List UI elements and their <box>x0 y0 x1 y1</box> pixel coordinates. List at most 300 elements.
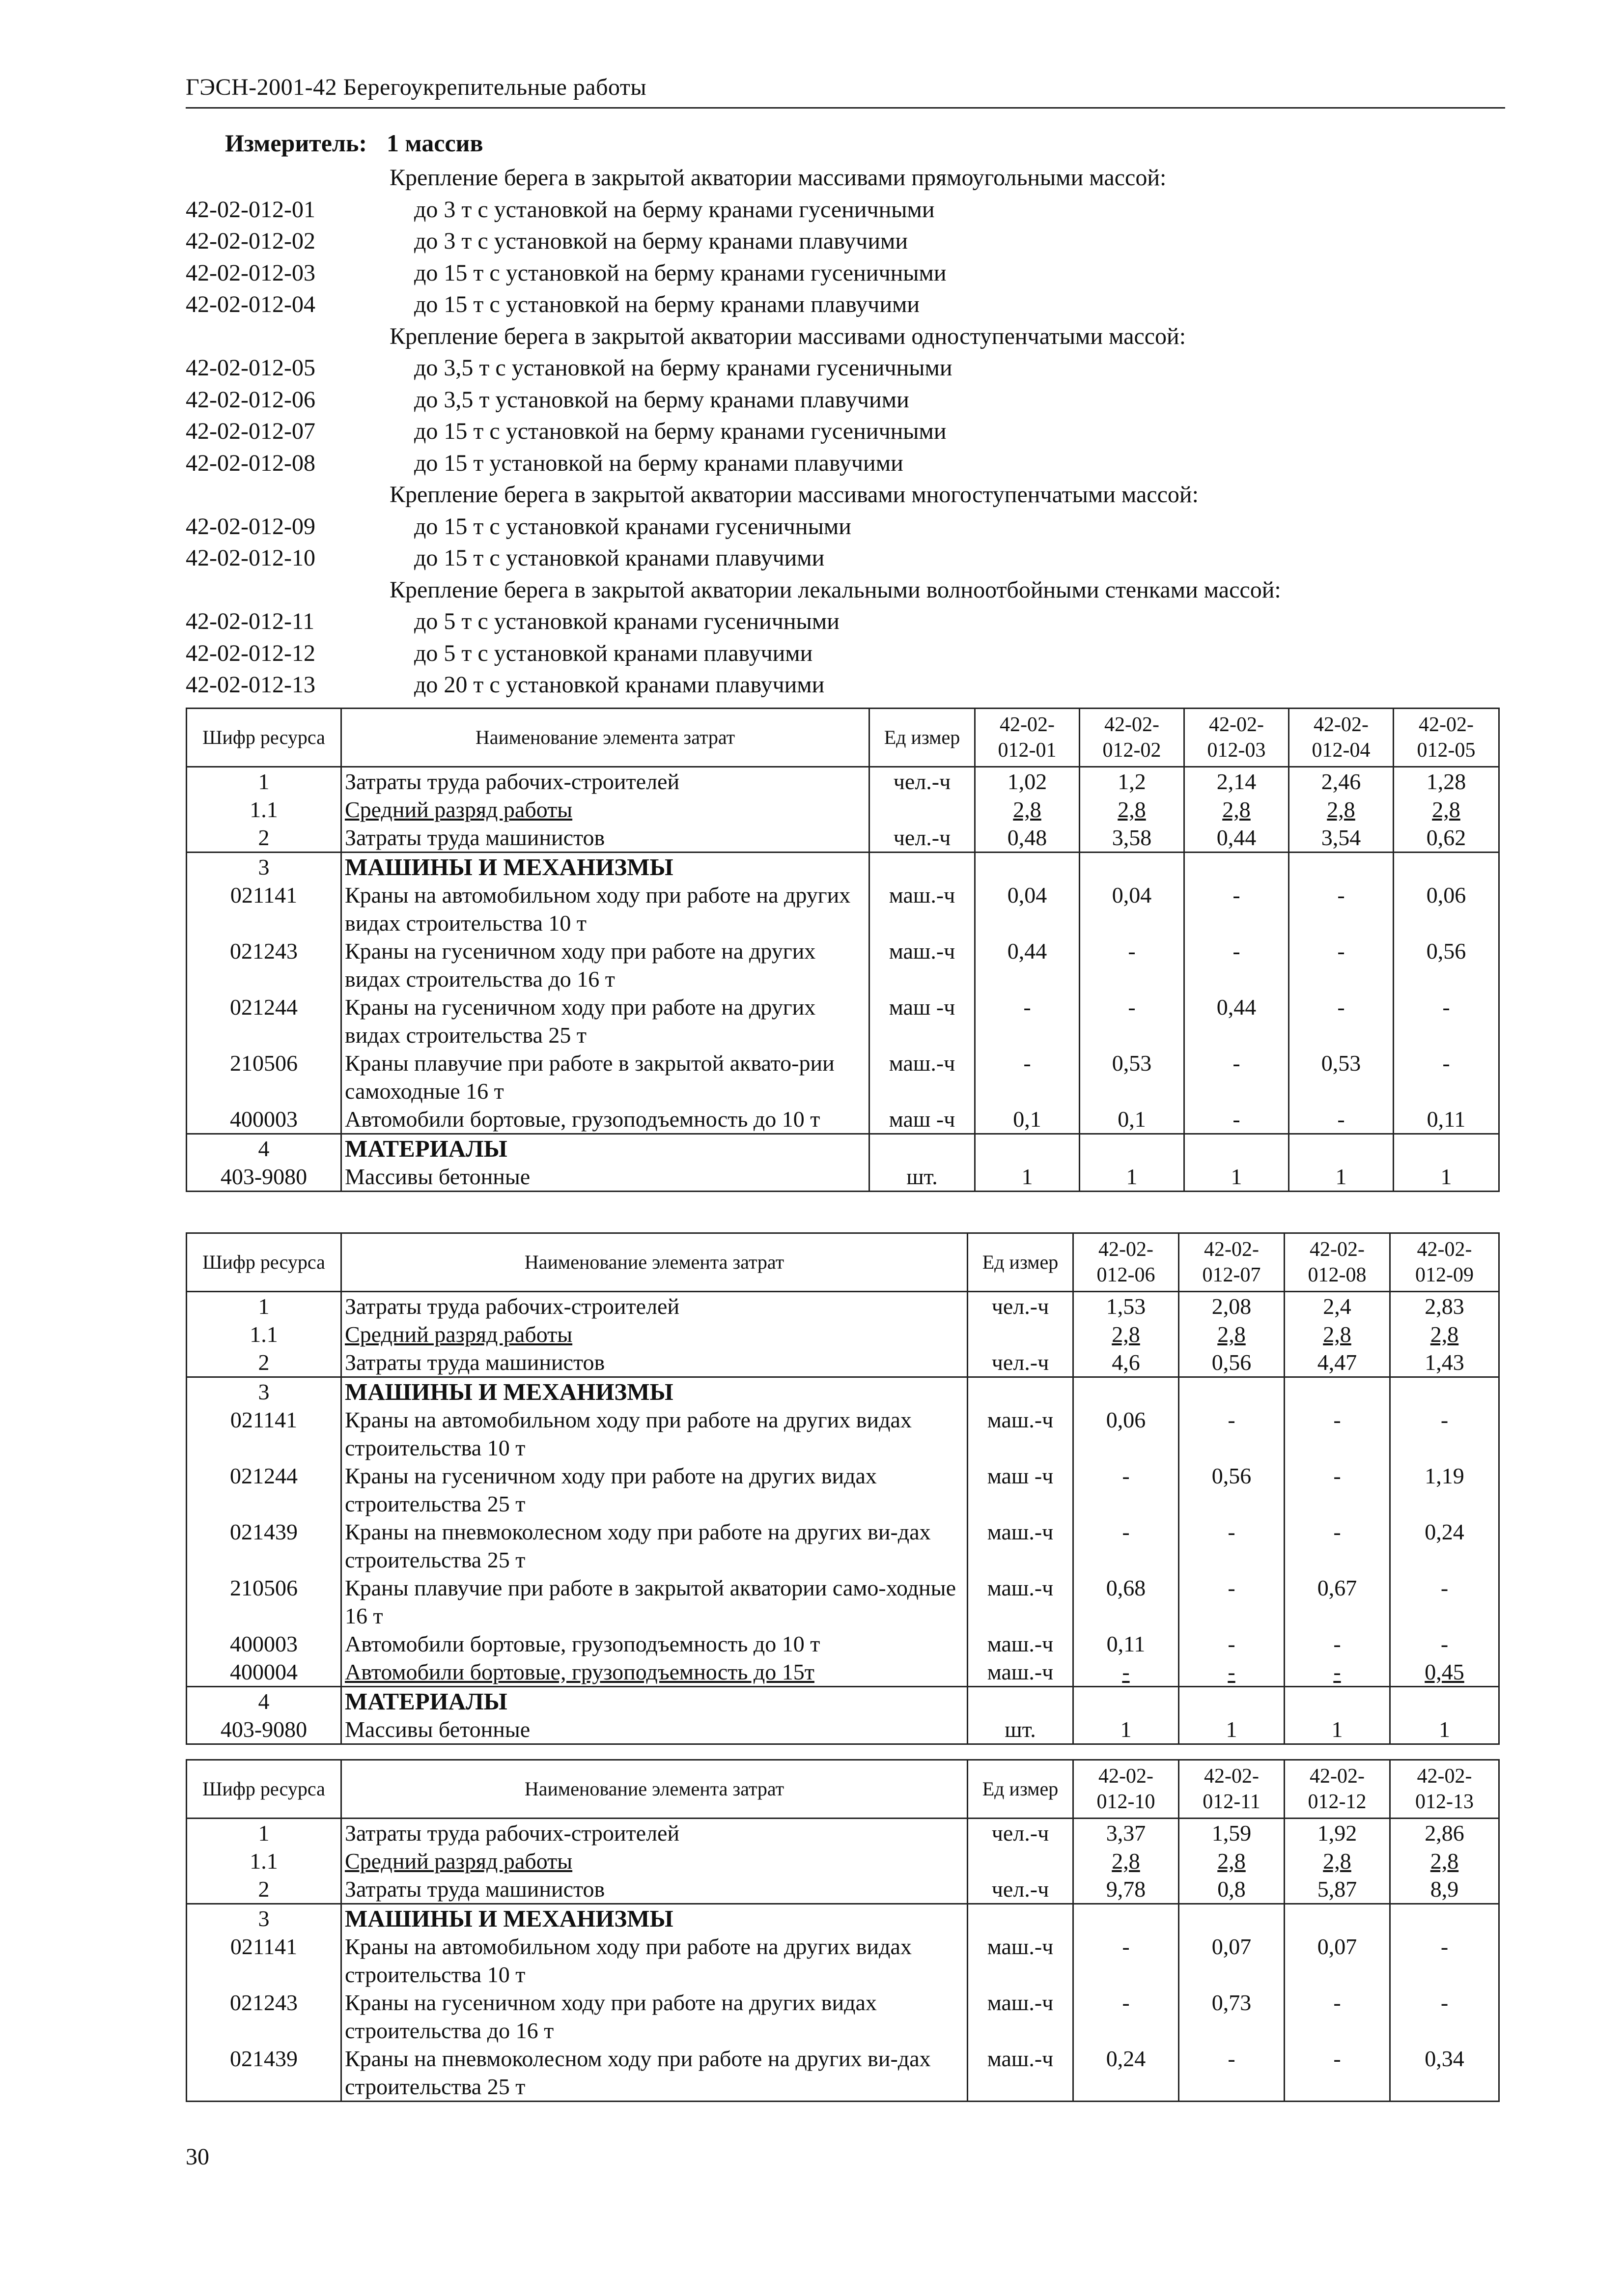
value-cell: 2,8 <box>1285 1320 1390 1348</box>
resource-code: 210506 <box>187 1574 341 1630</box>
value-cell: 0,07 <box>1179 1933 1285 1989</box>
value-cell: - <box>1179 1630 1285 1658</box>
value-cell: 3,37 <box>1073 1819 1179 1848</box>
value-cell <box>1285 1377 1390 1406</box>
value-cell: 2,83 <box>1390 1292 1499 1321</box>
work-item-description: до 15 т установкой на берму кранами плавучими <box>414 450 903 476</box>
work-item-description: до 3 т с установкой на берму кранами плавучими <box>414 228 908 254</box>
norm-code-header: 42-02- 012-09 <box>1390 1233 1499 1292</box>
cost-element-header: Наименование элемента затрат <box>341 1760 968 1819</box>
value-cell: 2,08 <box>1179 1292 1285 1321</box>
value-cell: 2,46 <box>1289 767 1394 796</box>
value-cell: - <box>1285 2045 1390 2102</box>
value-cell: 0,53 <box>1080 1049 1184 1105</box>
unit-header: Ед измер <box>968 1760 1073 1819</box>
resource-code: 021439 <box>187 2045 341 2102</box>
value-cell: - <box>1073 1518 1179 1574</box>
norm-code-header: 42-02- 012-08 <box>1285 1233 1390 1292</box>
value-cell: 0,56 <box>1179 1348 1285 1377</box>
work-item <box>186 384 1512 416</box>
unit-cell: маш.-ч <box>968 1574 1073 1630</box>
work-item <box>186 289 1512 321</box>
resource-code: 2 <box>187 1348 341 1377</box>
value-cell <box>1073 1904 1179 1933</box>
page-header-title: ГЭСН-2001-42 Берегоукрепительные работы <box>186 74 647 100</box>
cost-element-name: Средний разряд работы <box>341 1320 968 1348</box>
value-cell: 4,6 <box>1073 1348 1179 1377</box>
value-cell: 2,8 <box>1289 796 1394 824</box>
value-cell: 2,14 <box>1184 767 1289 796</box>
value-cell: 0,44 <box>1184 993 1289 1049</box>
work-item-description: до 15 т с установкой на берму кранами плавучими <box>414 291 920 317</box>
value-cell: 1,43 <box>1390 1348 1499 1377</box>
unit-cell: маш.-ч <box>968 1989 1073 2045</box>
norm-code-header: 42-02- 012-07 <box>1179 1233 1285 1292</box>
work-item <box>186 448 1512 480</box>
cost-element-name: Краны на гусеничном ходу при работе на других видах строительства 25 т <box>341 1462 968 1518</box>
value-cell <box>1390 1904 1499 1933</box>
value-cell: 1,28 <box>1394 767 1499 796</box>
cost-element-name: Краны плавучие при работе в закрытой акватории само-ходные 16 т <box>341 1574 968 1630</box>
work-item-code: 42-02-012-08 <box>186 450 315 476</box>
unit-cell: чел.-ч <box>968 1348 1073 1377</box>
work-item-description: до 15 т с установкой на берму кранами гусеничными <box>414 418 947 444</box>
unit-cell: чел.-ч <box>968 1292 1073 1321</box>
table-row <box>187 1049 1499 1105</box>
resource-code: 021244 <box>187 1462 341 1518</box>
value-cell: 1 <box>1285 1715 1390 1744</box>
value-cell: 2,8 <box>1390 1320 1499 1348</box>
resource-code: 1.1 <box>187 796 341 824</box>
value-cell: 0,56 <box>1394 937 1499 993</box>
value-cell: 0,11 <box>1073 1630 1179 1658</box>
work-item-description: до 3,5 т установкой на берму кранами плавучими <box>414 386 909 413</box>
cost-element-name: Краны на гусеничном ходу при работе на других видах строительства до 16 т <box>341 1989 968 2045</box>
value-cell: - <box>1390 1574 1499 1630</box>
norm-code-header: 42-02- 012-01 <box>975 709 1080 767</box>
unit-cell: чел.-ч <box>968 1819 1073 1848</box>
work-item-code: 42-02-012-05 <box>186 355 315 381</box>
value-cell: 2,8 <box>1073 1320 1179 1348</box>
cost-element-name: Автомобили бортовые, грузоподъемность до 10 т <box>341 1105 869 1134</box>
work-item <box>186 669 1512 701</box>
unit-header: Ед измер <box>869 709 975 767</box>
resource-code: 4 <box>187 1134 341 1163</box>
section-title: МАШИНЫ И МЕХАНИЗМЫ <box>341 1904 968 1933</box>
work-item <box>186 542 1512 574</box>
value-cell: 1 <box>1080 1163 1184 1192</box>
value-cell: 0,06 <box>1073 1406 1179 1462</box>
cost-element-name: Автомобили бортовые, грузоподъемность до 15т <box>341 1658 968 1687</box>
work-item-description: до 5 т с установкой кранами плавучими <box>414 640 813 666</box>
unit-cell: маш.-ч <box>869 881 975 937</box>
value-cell: 2,8 <box>1184 796 1289 824</box>
work-item-description: до 15 т с установкой кранами плавучими <box>414 545 825 571</box>
table-row <box>187 1377 1499 1406</box>
cost-element-name: Массивы бетонные <box>341 1163 869 1192</box>
cost-element-name: Краны на гусеничном ходу при работе на других видах строительства до 16 т <box>341 937 869 993</box>
value-cell: 0,8 <box>1179 1875 1285 1904</box>
resource-code: 400003 <box>187 1105 341 1134</box>
unit-cell: маш.-ч <box>968 1518 1073 1574</box>
value-cell: - <box>1080 993 1184 1049</box>
resource-code: 021244 <box>187 993 341 1049</box>
value-cell: 0,53 <box>1289 1049 1394 1105</box>
value-cell: - <box>1394 1049 1499 1105</box>
work-item-code: 42-02-012-07 <box>186 418 315 444</box>
unit-cell <box>869 853 975 882</box>
work-list <box>186 162 1512 701</box>
resource-code: 403-9080 <box>187 1163 341 1192</box>
table-row <box>187 1462 1499 1518</box>
unit-cell: маш.-ч <box>968 2045 1073 2102</box>
value-cell: 0,44 <box>1184 824 1289 853</box>
table-row <box>187 1574 1499 1630</box>
value-cell: - <box>1184 937 1289 993</box>
unit-cell: маш -ч <box>968 1462 1073 1518</box>
value-cell: 2,8 <box>975 796 1080 824</box>
table-row <box>187 1847 1499 1875</box>
value-cell: - <box>1073 1658 1179 1687</box>
table-row <box>187 2045 1499 2102</box>
work-item-description: до 20 т с установкой кранами плавучими <box>414 672 825 698</box>
value-cell: - <box>1285 1630 1390 1658</box>
value-cell: 0,1 <box>975 1105 1080 1134</box>
work-item-code: 42-02-012-03 <box>186 259 315 286</box>
norm-code-header: 42-02- 012-04 <box>1289 709 1394 767</box>
unit-cell: маш.-ч <box>968 1658 1073 1687</box>
value-cell <box>1080 1134 1184 1163</box>
resource-code: 2 <box>187 824 341 853</box>
value-cell: 1,19 <box>1390 1462 1499 1518</box>
unit-cell: маш -ч <box>869 993 975 1049</box>
resource-code: 400003 <box>187 1630 341 1658</box>
work-item-description: до 15 т с установкой кранами гусеничными <box>414 513 851 540</box>
resource-code: 210506 <box>187 1049 341 1105</box>
work-item-code: 42-02-012-01 <box>186 196 315 223</box>
value-cell: - <box>1390 1406 1499 1462</box>
value-cell: - <box>1073 1462 1179 1518</box>
value-cell: 0,67 <box>1285 1574 1390 1630</box>
cost-element-name: Краны на автомобильном ходу при работе на других видах строительства 10 т <box>341 1406 968 1462</box>
work-item-code: 42-02-012-06 <box>186 386 315 413</box>
unit-cell: маш -ч <box>869 1105 975 1134</box>
work-item-description: до 3 т с установкой на берму кранами гусеничными <box>414 196 935 223</box>
value-cell: 0,1 <box>1080 1105 1184 1134</box>
table-row <box>187 796 1499 824</box>
value-cell: 1 <box>1073 1715 1179 1744</box>
value-cell <box>1394 853 1499 882</box>
resource-code: 3 <box>187 1377 341 1406</box>
value-cell: 2,8 <box>1394 796 1499 824</box>
value-cell <box>1179 1687 1285 1716</box>
norm-code-header: 42-02- 012-11 <box>1179 1760 1285 1819</box>
value-cell: - <box>1184 881 1289 937</box>
unit-cell <box>968 1904 1073 1933</box>
table-row <box>187 1933 1499 1989</box>
unit-cell: маш.-ч <box>968 1406 1073 1462</box>
value-cell: - <box>975 1049 1080 1105</box>
section-title: МАТЕРИАЛЫ <box>341 1134 869 1163</box>
value-cell: 2,8 <box>1073 1847 1179 1875</box>
value-cell: - <box>1184 1105 1289 1134</box>
cost-element-name: Затраты труда машинистов <box>341 1348 968 1377</box>
value-cell: 0,62 <box>1394 824 1499 853</box>
cost-element-header: Наименование элемента затрат <box>341 1233 968 1292</box>
unit-cell: маш.-ч <box>869 937 975 993</box>
table-row <box>187 937 1499 993</box>
value-cell: - <box>1179 1658 1285 1687</box>
work-item-code: 42-02-012-09 <box>186 513 315 540</box>
cost-element-name: Автомобили бортовые, грузоподъемность до 10 т <box>341 1630 968 1658</box>
value-cell: 1 <box>1390 1715 1499 1744</box>
value-cell: 0,24 <box>1073 2045 1179 2102</box>
norm-code-header: 42-02- 012-03 <box>1184 709 1289 767</box>
cost-element-name: Затраты труда рабочих-строителей <box>341 767 869 796</box>
resource-code-header: Шифр ресурса <box>187 709 341 767</box>
resource-code-header: Шифр ресурса <box>187 1760 341 1819</box>
value-cell: 2,8 <box>1179 1847 1285 1875</box>
value-cell: - <box>1285 1518 1390 1574</box>
value-cell: - <box>1184 1049 1289 1105</box>
work-item <box>186 257 1512 289</box>
value-cell: - <box>1289 881 1394 937</box>
cost-element-name: Краны на пневмоколесном ходу при работе на других ви-дах строительства 25 т <box>341 2045 968 2102</box>
value-cell: 2,8 <box>1390 1847 1499 1875</box>
table-header-row <box>187 709 1499 767</box>
work-item-code: 42-02-012-12 <box>186 640 315 666</box>
work-item-code: 42-02-012-02 <box>186 228 315 254</box>
norm-code-header: 42-02- 012-10 <box>1073 1760 1179 1819</box>
value-cell: - <box>1390 1933 1499 1989</box>
unit-cell: шт. <box>869 1163 975 1192</box>
unit-cell: чел.-ч <box>869 824 975 853</box>
value-cell: - <box>1285 1462 1390 1518</box>
norm-code-header: 42-02- 012-12 <box>1285 1760 1390 1819</box>
table-row <box>187 1989 1499 2045</box>
measurer-label: Измеритель: <box>225 129 367 157</box>
value-cell <box>1390 1687 1499 1716</box>
table-header-row <box>187 1760 1499 1819</box>
table-row <box>187 853 1499 882</box>
work-item-description: до 3,5 т с установкой на берму кранами гусеничными <box>414 355 952 381</box>
unit-cell <box>968 1847 1073 1875</box>
value-cell <box>1289 853 1394 882</box>
value-cell: 1,59 <box>1179 1819 1285 1848</box>
work-item <box>186 416 1512 448</box>
value-cell: 2,8 <box>1179 1320 1285 1348</box>
value-cell: 0,44 <box>975 937 1080 993</box>
value-cell: 0,73 <box>1179 1989 1285 2045</box>
cost-element-name: Затраты труда машинистов <box>341 824 869 853</box>
resource-code: 021243 <box>187 1989 341 2045</box>
unit-cell <box>968 1320 1073 1348</box>
work-item-code: 42-02-012-10 <box>186 545 315 571</box>
cost-element-name: Краны на автомобильном ходу при работе на других видах строительства 10 т <box>341 881 869 937</box>
resource-code: 3 <box>187 853 341 882</box>
work-item <box>186 194 1512 226</box>
value-cell: - <box>1289 993 1394 1049</box>
value-cell: 3,54 <box>1289 824 1394 853</box>
norm-table-2 <box>186 1232 1500 1745</box>
value-cell: 1,2 <box>1080 767 1184 796</box>
value-cell <box>1184 853 1289 882</box>
table-row <box>187 1406 1499 1462</box>
table-row <box>187 1715 1499 1744</box>
unit-cell <box>869 796 975 824</box>
table-row <box>187 1348 1499 1377</box>
table-row <box>187 881 1499 937</box>
unit-cell: маш.-ч <box>968 1933 1073 1989</box>
unit-cell <box>869 1134 975 1163</box>
value-cell: 0,24 <box>1390 1518 1499 1574</box>
value-cell: 0,56 <box>1179 1462 1285 1518</box>
section-title: МАТЕРИАЛЫ <box>341 1687 968 1716</box>
value-cell: - <box>1394 993 1499 1049</box>
value-cell: 1 <box>1184 1163 1289 1192</box>
value-cell <box>1289 1134 1394 1163</box>
value-cell: - <box>1289 937 1394 993</box>
work-item <box>186 352 1512 384</box>
work-group-heading: Крепление берега в закрытой акватории лекальными волноотбойными стенками массой: <box>390 576 1281 603</box>
work-group-heading: Крепление берега в закрытой акватории массивами прямоугольными массой: <box>390 165 1167 191</box>
value-cell: - <box>1080 937 1184 993</box>
value-cell: 1,02 <box>975 767 1080 796</box>
value-cell: 1 <box>1179 1715 1285 1744</box>
value-cell <box>1073 1377 1179 1406</box>
value-cell: 0,48 <box>975 824 1080 853</box>
value-cell <box>1073 1687 1179 1716</box>
table-row <box>187 1320 1499 1348</box>
value-cell: - <box>1073 1989 1179 2045</box>
cost-element-name: Затраты труда рабочих-строителей <box>341 1292 968 1321</box>
resource-code: 021141 <box>187 881 341 937</box>
table-row <box>187 1904 1499 1933</box>
value-cell: 0,45 <box>1390 1658 1499 1687</box>
work-item-code: 42-02-012-04 <box>186 291 315 317</box>
table-row <box>187 1518 1499 1574</box>
resource-code: 400004 <box>187 1658 341 1687</box>
section-title: МАШИНЫ И МЕХАНИЗМЫ <box>341 1377 968 1406</box>
value-cell: - <box>1285 1658 1390 1687</box>
work-item-code: 42-02-012-13 <box>186 672 315 698</box>
value-cell: 2,86 <box>1390 1819 1499 1848</box>
table-row <box>187 1163 1499 1192</box>
value-cell <box>1285 1904 1390 1933</box>
value-cell: - <box>1179 2045 1285 2102</box>
cost-element-name: Краны плавучие при работе в закрытой аквато-рии самоходные 16 т <box>341 1049 869 1105</box>
unit-cell: шт. <box>968 1715 1073 1744</box>
header-rule <box>186 107 1505 109</box>
resource-code: 021141 <box>187 1933 341 1989</box>
value-cell: 0,04 <box>1080 881 1184 937</box>
table-row <box>187 993 1499 1049</box>
value-cell <box>975 1134 1080 1163</box>
value-cell <box>1179 1904 1285 1933</box>
resource-code: 1 <box>187 767 341 796</box>
value-cell: 1,53 <box>1073 1292 1179 1321</box>
cost-element-name: Затраты труда машинистов <box>341 1875 968 1904</box>
resource-code: 021243 <box>187 937 341 993</box>
resource-code: 021141 <box>187 1406 341 1462</box>
unit-header: Ед измер <box>968 1233 1073 1292</box>
resource-code: 1.1 <box>187 1847 341 1875</box>
value-cell: 0,04 <box>975 881 1080 937</box>
cost-element-name: Краны на гусеничном ходу при работе на других видах строительства 25 т <box>341 993 869 1049</box>
table-row <box>187 1630 1499 1658</box>
table-row <box>187 1105 1499 1134</box>
value-cell <box>1184 1134 1289 1163</box>
value-cell: - <box>1073 1933 1179 1989</box>
resource-code: 4 <box>187 1687 341 1716</box>
norm-table-1 <box>186 708 1500 1192</box>
value-cell: - <box>1285 1989 1390 2045</box>
value-cell: - <box>1390 1630 1499 1658</box>
table-row <box>187 767 1499 796</box>
value-cell <box>1285 1687 1390 1716</box>
resource-code: 3 <box>187 1904 341 1933</box>
table-header-row <box>187 1233 1499 1292</box>
work-item <box>186 606 1512 638</box>
resource-code: 403-9080 <box>187 1715 341 1744</box>
unit-cell: чел.-ч <box>869 767 975 796</box>
value-cell: 1 <box>1394 1163 1499 1192</box>
value-cell <box>1394 1134 1499 1163</box>
value-cell: 1 <box>1289 1163 1394 1192</box>
work-item <box>186 226 1512 257</box>
cost-element-name: Затраты труда рабочих-строителей <box>341 1819 968 1848</box>
cost-element-name: Средний разряд работы <box>341 1847 968 1875</box>
value-cell: - <box>1390 1989 1499 2045</box>
work-group-heading: Крепление берега в закрытой акватории массивами многоступенчатыми массой: <box>390 482 1199 508</box>
value-cell: 0,34 <box>1390 2045 1499 2102</box>
resource-code: 2 <box>187 1875 341 1904</box>
table-row <box>187 1687 1499 1716</box>
norm-table-3 <box>186 1759 1500 2102</box>
measurer-value: 1 массив <box>387 129 483 157</box>
value-cell: - <box>1179 1518 1285 1574</box>
value-cell: 2,4 <box>1285 1292 1390 1321</box>
resource-code: 1 <box>187 1292 341 1321</box>
value-cell: 5,87 <box>1285 1875 1390 1904</box>
table-row <box>187 824 1499 853</box>
norm-code-header: 42-02- 012-13 <box>1390 1760 1499 1819</box>
value-cell: 1,92 <box>1285 1819 1390 1848</box>
work-item <box>186 638 1512 670</box>
work-item-code: 42-02-012-11 <box>186 608 315 634</box>
norm-code-header: 42-02- 012-02 <box>1080 709 1184 767</box>
cost-element-header: Наименование элемента затрат <box>341 709 869 767</box>
value-cell: - <box>975 993 1080 1049</box>
table-row <box>187 1134 1499 1163</box>
cost-element-name: Средний разряд работы <box>341 796 869 824</box>
value-cell: 0,11 <box>1394 1105 1499 1134</box>
work-item <box>186 511 1512 543</box>
value-cell: - <box>1179 1574 1285 1630</box>
table-row <box>187 1819 1499 1848</box>
value-cell: 1 <box>975 1163 1080 1192</box>
page-number: 30 <box>186 2144 209 2170</box>
value-cell: 0,06 <box>1394 881 1499 937</box>
resource-code-header: Шифр ресурса <box>187 1233 341 1292</box>
value-cell: 9,78 <box>1073 1875 1179 1904</box>
value-cell: 2,8 <box>1285 1847 1390 1875</box>
cost-element-name: Краны на автомобильном ходу при работе на других видах строительства 10 т <box>341 1933 968 1989</box>
value-cell: - <box>1179 1406 1285 1462</box>
table-row <box>187 1292 1499 1321</box>
work-item-description: до 5 т с установкой кранами гусеничными <box>414 608 840 634</box>
value-cell <box>975 853 1080 882</box>
